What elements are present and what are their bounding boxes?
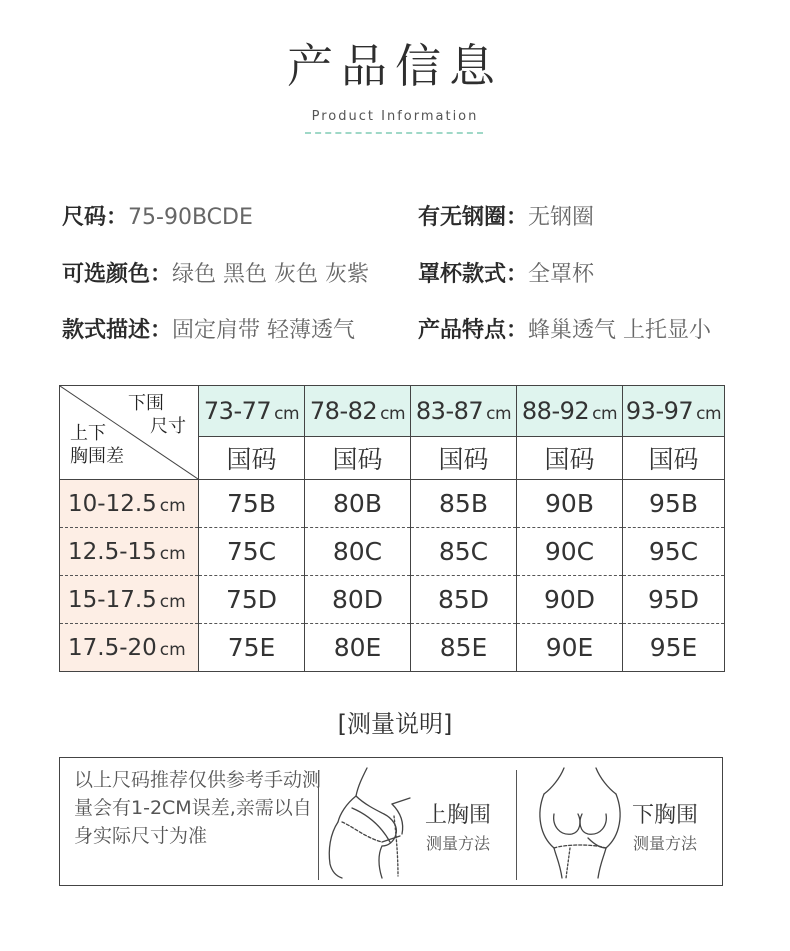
size-cell: 85D (411, 576, 517, 624)
bust-diff-cell: 15-17.5 cm (60, 576, 199, 624)
under-bust-header: 73-77 cm (199, 386, 305, 437)
size-cell: 80B (305, 480, 411, 528)
info-style-label: 款式描述： (62, 318, 173, 343)
size-cell: 95D (623, 576, 725, 624)
code-label-cell: 国码 (623, 437, 725, 480)
page-title: 产品信息 (287, 39, 503, 93)
code-label-cell: 国码 (411, 437, 517, 480)
table-row (60, 576, 725, 624)
info-colors-label: 可选颜色： (62, 262, 173, 287)
info-size-value: 75-90BCDE (128, 205, 253, 230)
size-cell: 75E (199, 624, 305, 672)
measurement-divider (318, 770, 319, 880)
size-cell: 95E (623, 624, 725, 672)
bust-diff-cell: 10-12.5 cm (60, 480, 199, 528)
size-cell: 90B (517, 480, 623, 528)
bust-diff-cell: 12.5-15 cm (60, 528, 199, 576)
table-row (60, 624, 725, 672)
code-label-cell: 国码 (305, 437, 411, 480)
table-row (60, 480, 725, 528)
info-features-label: 产品特点： (418, 318, 529, 343)
info-colors (62, 257, 369, 288)
info-cup (418, 257, 594, 288)
lower-bust-figure-icon (530, 764, 630, 882)
lower-bust-label: 下胸围 测量方法 (632, 803, 699, 853)
measurement-box (59, 757, 723, 886)
size-cell: 95C (623, 528, 725, 576)
table-corner-cell (60, 386, 199, 480)
info-cup-label: 罩杯款式： (418, 262, 529, 287)
info-style (62, 313, 355, 344)
info-features (418, 313, 711, 344)
measurement-note: 以上尺码推荐仅供参考手动测量会有1-2CM误差,亲需以自身实际尺寸为准 (74, 769, 322, 847)
size-cell: 90D (517, 576, 623, 624)
info-features-value: 蜂巢透气 上托显小 (528, 318, 712, 343)
size-cell: 95B (623, 480, 725, 528)
size-cell: 80C (305, 528, 411, 576)
code-label-cell: 国码 (517, 437, 623, 480)
page-subtitle: Product Information (311, 109, 479, 124)
info-size (62, 200, 253, 231)
under-bust-header: 93-97 cm (623, 386, 725, 437)
info-size-label: 尺码： (62, 205, 129, 230)
table-row (60, 528, 725, 576)
info-style-value: 固定肩带 轻薄透气 (172, 318, 356, 343)
under-bust-header: 83-87 cm (411, 386, 517, 437)
corner-label-size: 尺寸 (150, 416, 186, 437)
measurement-title: [测量说明] (337, 710, 453, 738)
size-cell: 80E (305, 624, 411, 672)
corner-label-updown: 上下 (70, 423, 106, 444)
corner-label-under: 下围 (128, 393, 164, 414)
measurement-divider (516, 770, 517, 880)
upper-bust-label: 上胸围 测量方法 (425, 803, 492, 853)
size-cell: 85C (411, 528, 517, 576)
code-label-cell: 国码 (199, 437, 305, 480)
info-colors-value: 绿色 黑色 灰色 灰紫 (172, 262, 369, 287)
bust-diff-cell: 17.5-20 cm (60, 624, 199, 672)
size-cell: 80D (305, 576, 411, 624)
size-cell: 90E (517, 624, 623, 672)
under-bust-header: 78-82 cm (305, 386, 411, 437)
info-wire-value: 无钢圈 (528, 205, 595, 230)
info-cup-value: 全罩杯 (528, 262, 595, 287)
size-cell: 75C (199, 528, 305, 576)
corner-label-bust-diff: 胸围差 (70, 446, 124, 467)
size-table (59, 385, 725, 672)
size-cell: 75B (199, 480, 305, 528)
info-wire (418, 200, 594, 231)
size-cell: 85E (411, 624, 517, 672)
upper-bust-figure-icon (322, 764, 422, 882)
info-wire-label: 有无钢圈： (418, 205, 529, 230)
size-cell: 90C (517, 528, 623, 576)
subtitle-divider (305, 132, 483, 134)
under-bust-header: 88-92 cm (517, 386, 623, 437)
size-cell: 85B (411, 480, 517, 528)
size-cell: 75D (199, 576, 305, 624)
